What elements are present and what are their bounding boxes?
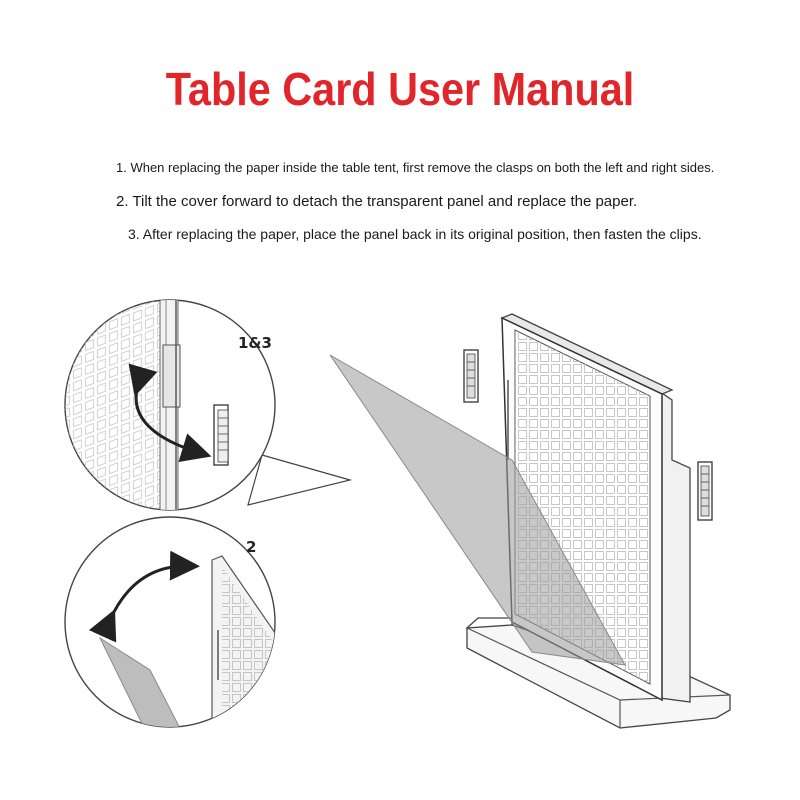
- callout-label-2: 2: [246, 538, 257, 556]
- clip-left-icon: [464, 350, 478, 402]
- clip-icon: [214, 405, 228, 465]
- detail-circle-clips: [40, 290, 350, 530]
- clip-right-icon: [698, 462, 712, 520]
- instruction-step-3: 3. After replacing the paper, place the panel back in its original position, then fasten the clips.: [128, 226, 702, 242]
- table-card-stand: [330, 314, 730, 728]
- illustration: [0, 280, 800, 800]
- page-title: Table Card User Manual: [165, 63, 635, 115]
- instruction-step-1: 1. When replacing the paper inside the table tent, first remove the clasps on both the left and right sides.: [116, 160, 715, 175]
- callout-label-1-3: 1&3: [238, 334, 272, 352]
- detail-circle-tilt: [65, 517, 280, 740]
- instruction-step-2: 2. Tilt the cover forward to detach the transparent panel and replace the paper.: [116, 193, 638, 210]
